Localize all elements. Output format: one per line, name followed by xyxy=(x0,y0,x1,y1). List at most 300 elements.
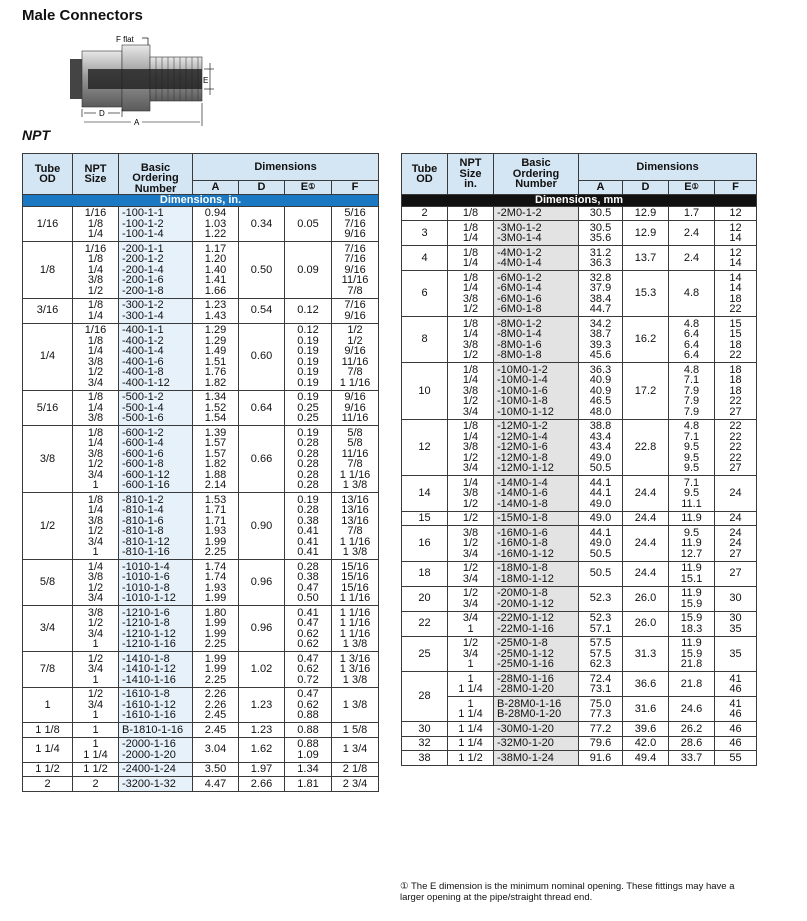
ordering-number-cell xyxy=(494,697,579,722)
ordering-number-cell-value: -500-1-6 xyxy=(122,412,164,424)
ordering-number-cell-value: -600-1-6 xyxy=(122,447,164,460)
table-row xyxy=(402,672,757,697)
ordering-number-cell-value: -15M0-1-8 xyxy=(497,512,548,524)
dim-f-cell-value: 27 xyxy=(729,547,742,560)
table-row xyxy=(402,271,757,317)
dim-f-cell xyxy=(332,323,379,390)
tube-od-cell: 4 xyxy=(402,246,448,271)
dim-f-cell-value: 7/8 xyxy=(347,366,363,378)
dim-e-cell-value: 0.28 xyxy=(297,504,319,516)
dim-a-cell-value: 1.71 xyxy=(204,504,227,516)
ordering-number-cell-value: -100-1-1 xyxy=(122,207,164,219)
dim-a-cell-value: 91.6 xyxy=(589,751,612,764)
npt-size-cell-value: 3/8 xyxy=(462,384,479,397)
ordering-number-cell-value: -1210-1-16 xyxy=(122,638,176,650)
dim-a-cell-value: 2.26 xyxy=(204,698,227,711)
dim-f-cell-value: 35 xyxy=(729,622,742,635)
ordering-number-cell xyxy=(119,737,193,762)
dim-e-cell-value: 1.34 xyxy=(297,763,319,775)
npt-size-cell-value: 1/8 xyxy=(462,271,479,284)
dim-e-cell-value: 0.12 xyxy=(297,304,319,317)
dim-f-cell-value: 5/16 xyxy=(344,207,366,219)
dim-a-cell-value: 2.25 xyxy=(204,673,227,686)
dim-e-cell xyxy=(669,736,715,751)
dim-e-cell-value: 0.28 xyxy=(297,447,319,460)
npt-size-cell-value: 1/16 xyxy=(84,242,107,255)
dim-f-cell xyxy=(332,560,379,606)
ordering-number-cell-value: -12M0-1-6 xyxy=(497,441,548,453)
dim-f-cell-value: 13/16 xyxy=(341,504,369,516)
dim-a-cell xyxy=(579,476,623,512)
ordering-number-cell-value: B-28M0-1-20 xyxy=(497,708,562,720)
dim-e-cell xyxy=(285,298,332,323)
npt-size-cell-value: 1/4 xyxy=(87,437,104,449)
ordering-number-cell-value: -22M0-1-12 xyxy=(497,612,554,624)
dim-f-cell-value: 1 1/16 xyxy=(339,376,371,389)
npt-size-cell-value: 1/2 xyxy=(462,451,479,464)
dim-f-cell-value: 9/16 xyxy=(344,309,366,322)
ordering-number-cell xyxy=(494,317,579,363)
ordering-number-cell-value: -10M0-1-2 xyxy=(497,363,548,376)
ordering-number-cell-value: -10M0-1-6 xyxy=(497,384,548,397)
tube-od-cell: 7/8 xyxy=(23,652,73,688)
npt-size-cell-value: 1/4 xyxy=(87,309,104,322)
dim-a-cell-value: 44.7 xyxy=(589,303,612,315)
dim-a-cell-value: 2.26 xyxy=(204,688,227,700)
col-f-mm: F xyxy=(715,181,757,195)
dim-e-cell-value: 0.28 xyxy=(297,560,319,573)
dim-a-cell-value: 2.14 xyxy=(204,479,227,491)
dim-f-cell-value: 55 xyxy=(729,751,742,764)
npt-size-cell xyxy=(73,737,119,762)
dim-e-cell-value: 28.6 xyxy=(680,737,703,749)
dim-f-cell-value: 1 3/8 xyxy=(342,546,368,558)
npt-size-cell xyxy=(73,323,119,390)
npt-size-cell xyxy=(448,363,494,420)
dim-e-cell xyxy=(285,426,332,493)
ordering-number-cell-value: -300-1-2 xyxy=(122,299,164,311)
dim-f-cell-value: 30 xyxy=(729,592,742,605)
table-row xyxy=(23,493,379,560)
units-row: Dimensions, in. xyxy=(23,195,379,207)
npt-size-cell-value: 3/4 xyxy=(462,405,479,418)
npt-size-cell-value: 1/2 xyxy=(87,458,104,470)
table-row xyxy=(23,762,379,777)
dim-a-cell-value: 44.1 xyxy=(589,476,612,489)
dim-a-cell-value: 2.25 xyxy=(204,546,227,558)
ordering-number-cell xyxy=(494,206,579,221)
dim-f-cell xyxy=(715,722,757,737)
npt-size-cell-value: 1/16 xyxy=(84,324,107,336)
dim-e-cell-value: 1.7 xyxy=(683,207,700,219)
ordering-number-cell-value: -400-1-4 xyxy=(122,345,164,357)
ordering-number-cell-value: -16M0-1-12 xyxy=(497,547,554,560)
dim-e-cell-value: 24.6 xyxy=(680,702,703,715)
ordering-number-cell-value: -1010-1-4 xyxy=(122,560,170,573)
ordering-number-cell-value: -6M0-1-6 xyxy=(497,292,542,305)
dim-f-cell-value: 9/16 xyxy=(344,228,366,240)
npt-size-cell xyxy=(448,317,494,363)
ordering-number-cell-value: -600-1-12 xyxy=(122,468,170,481)
dim-e-cell-value: 7.9 xyxy=(683,384,700,397)
table-row xyxy=(23,777,379,792)
dim-a-cell xyxy=(579,246,623,271)
ordering-number-cell-value: -4M0-1-4 xyxy=(497,257,542,269)
npt-size-cell-value: 1/2 xyxy=(87,366,104,378)
table-row xyxy=(402,363,757,420)
dim-f-cell-value: 9/16 xyxy=(344,401,366,414)
ordering-number-cell-value: -12M0-1-4 xyxy=(497,430,548,443)
dim-e-cell-value: 4.8 xyxy=(683,287,700,300)
npt-size-cell-value: 1 1/4 xyxy=(458,683,483,695)
col-e: E① xyxy=(285,181,332,195)
dim-a-cell-value: 40.9 xyxy=(589,384,612,397)
table-row xyxy=(23,652,379,688)
dim-a-cell xyxy=(579,736,623,751)
dim-f-cell-value: 11/16 xyxy=(341,355,369,368)
dim-f-cell xyxy=(715,672,757,697)
npt-size-cell-value: 1/16 xyxy=(84,207,107,219)
dim-a-cell-value: 50.5 xyxy=(589,567,612,580)
npt-size-cell xyxy=(73,652,119,688)
npt-size-cell-value: 3/8 xyxy=(462,487,479,499)
dim-a-cell xyxy=(579,271,623,317)
dim-f-cell xyxy=(715,526,757,562)
ordering-number-cell xyxy=(494,751,579,766)
npt-size-cell-value: 3/8 xyxy=(462,441,479,453)
dim-f-cell-value: 7/16 xyxy=(344,242,366,255)
dim-a-cell-value: 1.20 xyxy=(204,253,227,265)
ordering-number-cell-value: -8M0-1-4 xyxy=(497,328,542,340)
ordering-number-cell-value: -600-1-2 xyxy=(122,426,164,439)
dim-a-cell xyxy=(579,419,623,476)
npt-size-cell-value: 1/4 xyxy=(87,345,104,357)
npt-size-cell-value: 3/4 xyxy=(87,627,104,640)
tube-od-cell: 3/8 xyxy=(23,426,73,493)
npt-size-cell-value: 3/4 xyxy=(87,468,104,481)
tube-od-cell: 10 xyxy=(402,363,448,420)
npt-size-cell-value: 3/4 xyxy=(87,698,104,711)
dim-f-cell-value: 1 1/16 xyxy=(339,468,371,481)
dim-e-cell-value: 7.9 xyxy=(683,405,700,418)
dim-a-cell xyxy=(579,722,623,737)
npt-size-cell-value: 1/4 xyxy=(87,401,104,414)
dim-f-cell xyxy=(715,697,757,722)
dim-a-cell xyxy=(193,687,239,723)
dim-f-cell xyxy=(332,298,379,323)
dim-f-cell xyxy=(332,606,379,652)
dim-e-cell xyxy=(285,390,332,426)
dim-a-cell xyxy=(579,636,623,672)
dim-a-cell-value: 46.5 xyxy=(589,395,612,407)
dim-e-cell-value: 9.5 xyxy=(683,451,700,464)
ordering-number-cell xyxy=(119,242,193,299)
dim-d-cell: 13.7 xyxy=(623,246,669,271)
table-row xyxy=(23,242,379,299)
dim-a-cell-value: 1.51 xyxy=(204,355,227,368)
ordering-number-cell-value: -1210-1-12 xyxy=(122,627,176,640)
npt-size-cell-value: 3/4 xyxy=(462,547,479,560)
dim-a-cell-value: 1.76 xyxy=(204,366,227,378)
dim-e-cell xyxy=(285,560,332,606)
ordering-number-cell-value: -22M0-1-16 xyxy=(497,622,554,635)
dim-e-cell xyxy=(669,206,715,221)
dim-a-cell-value: 57.5 xyxy=(589,637,612,649)
dim-a-cell-value: 79.6 xyxy=(589,737,612,749)
npt-size-cell-value: 3/4 xyxy=(462,612,479,624)
dim-f-cell-value: 22 xyxy=(729,451,742,464)
dim-a-cell xyxy=(193,777,239,792)
dim-d-cell: 24.4 xyxy=(623,476,669,512)
dim-e-cell-value: 0.62 xyxy=(297,663,319,675)
tube-od-cell: 6 xyxy=(402,271,448,317)
dim-e-cell-value: 0.19 xyxy=(297,334,319,347)
dim-a-cell-value: 1.23 xyxy=(204,299,227,311)
dim-e-cell xyxy=(669,561,715,586)
dim-e-cell-value: 11.9 xyxy=(681,587,702,599)
dim-e-cell-value: 0.25 xyxy=(297,412,319,424)
dim-f-cell-value: 22 xyxy=(729,420,742,432)
page-title: Male Connectors xyxy=(22,7,143,24)
ordering-number-cell-value: -1010-1-6 xyxy=(122,571,170,583)
tube-od-cell: 14 xyxy=(402,476,448,512)
npt-size-cell-value: 3/4 xyxy=(87,535,104,548)
dim-a-cell-value: 1.57 xyxy=(204,447,227,460)
ordering-number-cell-value: B-1810-1-16 xyxy=(122,723,184,736)
dim-a-cell-value: 4.47 xyxy=(204,777,227,790)
dim-f-cell xyxy=(715,561,757,586)
dim-f-cell-value: 7/8 xyxy=(347,525,363,537)
npt-size-cell-value: 1/4 xyxy=(462,232,479,244)
dim-e-cell-value: 0.09 xyxy=(297,263,319,276)
dim-f-cell-value: 12 xyxy=(729,207,742,219)
npt-size-cell-value: 1 xyxy=(467,622,474,635)
ordering-number-cell xyxy=(494,363,579,420)
dim-f-cell-value: 15 xyxy=(729,328,742,340)
dim-d-cell: 24.4 xyxy=(623,526,669,562)
dim-a-cell-value: 1.74 xyxy=(204,571,227,583)
dim-a-cell-value: 31.2 xyxy=(589,246,612,259)
npt-size-cell-value: 1/2 xyxy=(462,497,479,510)
dim-a-cell-value: 1.99 xyxy=(204,652,227,665)
ordering-number-cell-value: -200-1-6 xyxy=(122,274,164,286)
col-e-mm: E① xyxy=(669,181,715,195)
dim-e-cell xyxy=(669,526,715,562)
ordering-number-cell-value: -1610-1-16 xyxy=(122,709,176,721)
ordering-number-cell xyxy=(494,526,579,562)
dim-f-cell-value: 9/16 xyxy=(344,391,366,403)
dim-a-cell xyxy=(579,317,623,363)
npt-size-cell-value: 1/8 xyxy=(87,299,104,311)
npt-size-cell-value: 3/8 xyxy=(87,274,104,286)
dim-a-cell-value: 32.8 xyxy=(589,271,612,284)
dim-f-cell xyxy=(332,206,379,242)
dim-f-cell-value: 41 xyxy=(729,672,742,685)
dim-f-cell xyxy=(715,636,757,672)
dim-f-cell-value: 46 xyxy=(729,722,742,735)
dim-f-cell xyxy=(715,317,757,363)
dim-f-cell-value: 24 xyxy=(729,526,742,539)
ordering-number-cell-value: -500-1-4 xyxy=(122,401,164,414)
dim-a-cell xyxy=(193,652,239,688)
dim-a-cell-value: 52.3 xyxy=(589,592,612,605)
dim-f-cell-value: 1 1/16 xyxy=(339,592,371,604)
ordering-number-cell-value: -12M0-1-2 xyxy=(497,420,548,432)
dim-f-cell xyxy=(332,242,379,299)
dim-e-cell-value: 11.9 xyxy=(681,537,702,549)
dim-e-cell xyxy=(669,476,715,512)
ordering-number-cell xyxy=(119,206,193,242)
d-label: D xyxy=(99,109,105,118)
table-row xyxy=(402,751,757,766)
npt-size-cell-value: 3/4 xyxy=(87,592,104,604)
dim-f-cell-value: 13/16 xyxy=(341,493,369,506)
dim-e-cell-value: 12.7 xyxy=(680,547,703,560)
npt-size-cell-value: 3/4 xyxy=(87,376,104,389)
ordering-number-cell-value: -10M0-1-8 xyxy=(497,395,548,407)
dim-f-cell-value: 1 3/8 xyxy=(342,673,368,686)
dim-e-cell-value: 9.5 xyxy=(683,462,700,474)
dim-f-cell-value: 1 3/8 xyxy=(342,638,368,650)
dim-e-cell-value: 7.1 xyxy=(683,476,700,489)
dim-f-cell xyxy=(715,611,757,636)
dim-f-cell-value: 1 3/8 xyxy=(342,479,368,491)
ordering-number-cell-value: -1610-1-8 xyxy=(122,688,170,700)
dim-d-cell: 0.60 xyxy=(239,323,285,390)
dim-f-cell xyxy=(715,476,757,512)
dim-f-cell-value: 30 xyxy=(729,612,742,624)
ordering-number-cell xyxy=(494,561,579,586)
dim-e-cell-value: 0.28 xyxy=(297,479,319,491)
dim-a-cell xyxy=(579,511,623,526)
npt-size-cell-value: 1/2 xyxy=(462,349,479,361)
dim-f-cell-value: 12 xyxy=(729,221,742,234)
ordering-number-cell xyxy=(119,390,193,426)
dim-a-cell-value: 1.54 xyxy=(204,412,227,424)
npt-size-cell xyxy=(73,493,119,560)
ordering-number-cell xyxy=(494,586,579,611)
ordering-number-cell-value: -18M0-1-8 xyxy=(497,562,548,574)
dim-e-cell-value: 11.1 xyxy=(681,497,702,510)
tube-od-cell: 22 xyxy=(402,611,448,636)
dim-a-cell-value: 44.1 xyxy=(589,526,612,539)
dim-e-cell-value: 6.4 xyxy=(683,328,700,340)
ordering-number-cell-value: -2000-1-16 xyxy=(122,738,176,750)
dim-d-cell: 26.0 xyxy=(623,611,669,636)
dim-a-cell xyxy=(579,611,623,636)
dim-a-cell-value: 1.52 xyxy=(204,401,227,414)
dim-d-cell: 31.6 xyxy=(623,697,669,722)
dim-a-cell-value: 2.45 xyxy=(204,709,227,721)
dim-a-cell-value: 3.04 xyxy=(204,743,227,756)
dim-e-cell xyxy=(285,737,332,762)
npt-size-cell-value: 1/4 xyxy=(462,257,479,269)
ordering-number-cell-value: -28M0-1-16 xyxy=(497,672,554,685)
dim-e-cell-value: 0.72 xyxy=(297,673,319,686)
npt-size-cell-value: 1 xyxy=(467,672,474,685)
ordering-number-cell-value: -600-1-8 xyxy=(122,458,164,470)
dim-f-cell-value: 7/8 xyxy=(347,458,363,470)
dim-f-cell-value: 41 xyxy=(729,697,742,710)
npt-size-cell-value: 1 xyxy=(92,546,99,558)
dim-d-cell: 12.9 xyxy=(623,206,669,221)
npt-size-cell-value: 1/2 xyxy=(87,284,104,297)
dim-f-cell-value: 9/16 xyxy=(344,263,366,276)
tube-od-cell: 8 xyxy=(402,317,448,363)
dim-a-cell xyxy=(193,323,239,390)
dim-a-cell-value: 2.45 xyxy=(204,723,227,736)
dim-e-cell-value: 0.28 xyxy=(297,458,319,470)
dim-e-cell-value: 11.9 xyxy=(681,637,702,649)
dim-f-cell-value: 11/16 xyxy=(341,412,369,424)
ordering-number-cell xyxy=(494,271,579,317)
npt-size-cell-value: 3/8 xyxy=(462,338,479,351)
dim-a-cell xyxy=(579,672,623,697)
dim-f-cell xyxy=(715,586,757,611)
tube-od-cell: 2 xyxy=(402,206,448,221)
col-ordering-number: Basic Ordering Number xyxy=(119,154,193,195)
ordering-number-cell-value: -810-1-8 xyxy=(122,525,164,537)
ordering-number-cell-value: -16M0-1-6 xyxy=(497,526,548,539)
npt-size-cell-value: 1/4 xyxy=(87,263,104,276)
dim-d-cell: 12.9 xyxy=(623,221,669,246)
dim-f-cell xyxy=(332,426,379,493)
dim-a-cell-value: 43.4 xyxy=(589,441,612,453)
dim-e-cell xyxy=(285,323,332,390)
npt-size-cell-value: 1/4 xyxy=(87,560,104,573)
dim-a-cell-value: 50.5 xyxy=(589,547,612,560)
dim-e-cell-value: 0.47 xyxy=(297,652,319,665)
dim-e-cell-value: 0.38 xyxy=(297,514,319,527)
dim-a-cell-value: 40.9 xyxy=(589,374,612,386)
dim-f-cell-value: 46 xyxy=(729,708,742,720)
ordering-number-cell-value: -400-1-2 xyxy=(122,334,164,347)
dim-f-cell-value: 15 xyxy=(729,317,742,330)
npt-size-cell-value: 3/4 xyxy=(462,597,479,610)
table-row xyxy=(402,526,757,562)
f-flat-label: F flat xyxy=(116,35,134,44)
dim-e-cell xyxy=(669,317,715,363)
ordering-number-cell xyxy=(494,511,579,526)
dim-f-cell-value: 1 3/4 xyxy=(342,743,368,756)
dim-a-cell-value: 52.3 xyxy=(589,612,612,624)
npt-size-cell-value: 1 xyxy=(92,738,99,750)
dim-f-cell-value: 1 3/16 xyxy=(339,663,371,675)
npt-size-cell xyxy=(73,390,119,426)
dim-f-cell-value: 15/16 xyxy=(341,571,369,583)
tube-od-cell: 1/4 xyxy=(23,323,73,390)
ordering-number-cell-value: -400-1-12 xyxy=(122,376,170,389)
col-npt-size-mm: NPT Size in. xyxy=(448,154,494,195)
dim-a-cell-value: 1.53 xyxy=(204,493,227,506)
dim-a-cell-value: 0.94 xyxy=(204,207,227,219)
table-row xyxy=(402,246,757,271)
npt-size-cell xyxy=(448,206,494,221)
dim-e-cell-value: 0.19 xyxy=(297,376,319,389)
dim-e-cell-value: 0.62 xyxy=(297,638,319,650)
dim-f-cell-value: 14 xyxy=(729,257,742,269)
npt-size-cell-value: 1 1/4 xyxy=(458,708,483,720)
npt-size-cell xyxy=(73,426,119,493)
ordering-number-cell xyxy=(119,606,193,652)
dim-d-cell: 17.2 xyxy=(623,363,669,420)
dim-f-cell xyxy=(332,390,379,426)
col-f: F xyxy=(332,181,379,195)
tube-od-cell: 1/16 xyxy=(23,206,73,242)
dim-a-cell xyxy=(193,390,239,426)
dim-a-cell-value: 1.29 xyxy=(204,334,227,347)
col-tube-od: Tube OD xyxy=(23,154,73,195)
